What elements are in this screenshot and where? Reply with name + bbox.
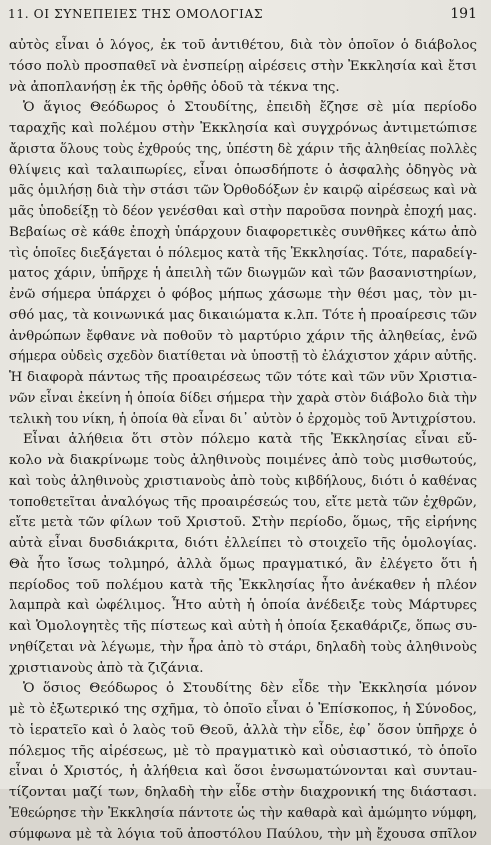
text-line: τὸ ἱερατεῖο καὶ ὁ λαὸς τοῦ Θεοῦ, ἀλλὰ τὴν εἶδε, ἐφ᾽ ὅσον ὑπῆρχε ὁ [9, 721, 477, 742]
text-line: ἄριστα ὅλους τοὺς ἐχθρούς της, ὑπέστη δὲ χάριν τῆς ἀληθείας πολλὲς [9, 140, 477, 161]
text-line: τελικὴ του νίκη, ἡ ὁποία θὰ εἶναι δι᾽ αὐτὸν ὁ ἐρχομὸς τοῦ Ἀντιχρίστου. [9, 410, 477, 431]
text-line: καὶ Ὁμολογητὲς τῆς πίστεως καὶ αὐτὴ ἡ ὁποία ξεκαθάριζε, ὅπως συ- [9, 617, 477, 638]
text-line: μὲ τὸ ἐξωτερικό της σχῆμα, τὸ ὁποῖο εἶναι ὁ Ἐπίσκοπος, ἡ Σύνοδος, [9, 700, 477, 721]
text-line: Ὁ ὅσιος Θεόδωρος ὁ Στουδίτης δὲν εἶδε τὴν Ἐκκλησία μόνον [9, 679, 477, 700]
text-line: σήμερα οὐδεὶς σχεδὸν διατίθεται νὰ ὑποστῇ τὸ ἐλάχιστον χάριν αὐτῆς. [9, 347, 477, 368]
text-line: τόσο πολὺ προσπαθεῖ νὰ ἐνσπείρῃ αἱρέσεις στὴν Ἐκκλησία καὶ ἔτσι [9, 57, 477, 78]
chapter-title: 11. ΟΙ ΣΥΝΕΠΕΙΕΣ ΤΗΣ ΟΜΟΛΟΓΙΑΣ [8, 7, 263, 21]
text-line: Ὁ ἅγιος Θεόδωρος ὁ Στουδίτης, ἐπειδὴ ἔζησε σὲ μία περίοδο [9, 98, 477, 119]
text-line: εἴτε μετὰ τῶν φίλων τοῦ Χριστοῦ. Στὴν περίοδο, ὅμως, τῆς εἰρήνης [9, 513, 477, 534]
text-line: καὶ τοὺς ἀληθινοὺς χριστιανοὺς ἀπὸ τοὺς κιβδήλους, διότι ὁ καθένας [9, 472, 477, 493]
text-line: Βεβαίως σὲ κάθε ἐποχὴ ὑπάρχουν διαφορετικὲς συνθῆκες κάτω ἀπὸ [9, 223, 477, 244]
text-line: τὶς ὁποῖες διεξάγεται ὁ πόλεμος κατὰ τῆς Ἐκκλησίας. Τότε, παραδείγ- [9, 244, 477, 265]
text-line: Θὰ ἦτο ἴσως τολμηρό, ἀλλὰ ὅμως πραγματικό, ἂν ἐλέγετο ὅτι ἡ [9, 555, 477, 576]
page-number: 191 [450, 6, 477, 22]
text-line: ἀνθρώπων ἔφθανε νὰ ποθοῦν τὸ μαρτύριο χάριν τῆς ἀληθείας, ἐνῶ [9, 327, 477, 348]
text-line: θλίψεις καὶ ταλαιπωρίες, εἶναι ὁπωσδήποτε ὁ ἀσφαλὴς ὁδηγὸς νὰ [9, 161, 477, 182]
text-line: περίοδος τοῦ πολέμου κατὰ τῆς Ἐκκλησίας ἦτο ἀνέκαθεν ἡ πλέον [9, 576, 477, 597]
text-line: ἐνῶ σήμερα ὑπάρχει ὁ φόβος μήπως χάσωμε τὴν θέσι μας, τὸν μι- [9, 285, 477, 306]
text-line: μᾶς ὑποδείξῃ τὸ δέον γενέσθαι καὶ στὴν παροῦσα πονηρὰ ἐποχή μας. [9, 202, 477, 223]
text-line: Ἡ διαφορὰ πάντως τῆς προαιρέσεως τῶν τότε καὶ τῶν νῦν Χριστια- [9, 368, 477, 389]
text-line: σθό μας, τὰ κοινωνικά μας δικαιώματα κ.λπ. Τότε ἡ προαίρεσις τῶν [9, 306, 477, 327]
text-line: ματος χάριν, ὑπῆρχε ἡ ἀπειλὴ τῶν διωγμῶν καὶ τῶν βασανιστηρίων, [9, 264, 477, 285]
text-line: λαμπρὰ καὶ ὠφέλιμος. Ἦτο αὐτὴ ἡ ὁποία ἀνέδειξε τοὺς Μάρτυρες [9, 596, 477, 617]
text-line: αὐτὰ εἶναι δυσδιάκριτα, διότι ἐλλείπει τὸ στοιχεῖο τῆς ὁμολογίας. [9, 534, 477, 555]
text-line: σύμφωνα μὲ τὰ λόγια τοῦ ἀποστόλου Παύλου, τὴν μὴ ἔχουσα σπῖλον [9, 825, 477, 845]
text-line: μᾶς ὁμιλήσῃ διὰ τὴν στάσι τῶν Ὀρθοδόξων ἐν καιρῷ αἱρέσεως καὶ νὰ [9, 181, 477, 202]
text-line: νηθίζεται νὰ λέγωμε, τὴν ἦρα ἀπὸ τὸ στάρι, δηλαδὴ τοὺς ἀληθινοὺς [9, 638, 477, 659]
running-head [8, 6, 477, 28]
text-line: τίζονται μαζί των, δηλαδὴ τὴν εἶδε στὴν διαχρονική της διάστασι. [9, 783, 477, 804]
text-line: νῶν εἶναι ἐκείνη ἡ ὁποία δίδει σήμερα τὴν χαρὰ στὸν διάβολο διὰ τὴν [9, 389, 477, 410]
body-text [9, 36, 477, 845]
text-line: τοποθετεῖται ἀναλόγως τῆς προαιρέσεώς του, εἴτε μετὰ τῶν ἐχθρῶν, [9, 493, 477, 514]
text-line: νὰ ἀποπλανήσῃ ἐκ τῆς ὀρθῆς ὁδοῦ τὰ τέκνα της. [9, 78, 477, 99]
text-line: πόλεμος τῆς αἱρέσεως, μὲ τὸ πραγματικὸ καὶ οὐσιαστικό, τὸ ὁποῖο [9, 742, 477, 763]
text-line: Ἐθεώρησε τὴν Ἐκκλησία πάντοτε ὡς τὴν καθαρὰ καὶ ἀμώμητο νύμφη, [9, 804, 477, 825]
text-line: εἶναι ὁ Χριστός, ἡ ἀλήθεια καὶ ὅσοι ἐνσωματώνονται καὶ συντau- [9, 762, 477, 783]
text-line: κολο νὰ διακρίνωμε τοὺς ἀληθινοὺς ποιμένες ἀπὸ τοὺς μισθωτούς, [9, 451, 477, 472]
text-line: ταραχῆς καὶ πολέμου στὴν Ἐκκλησία καὶ συγχρόνως ἀντιμετώπισε [9, 119, 477, 140]
text-line: Εἶναι ἀλήθεια ὅτι στὸν πόλεμο κατὰ τῆς Ἐκκλησίας εἶναι εὔ- [9, 430, 477, 451]
text-line: χριστιανοὺς ἀπὸ τὰ ζιζάνια. [9, 659, 477, 680]
text-line: αὐτὸς εἶναι ὁ λόγος, ἐκ τοῦ ἀντιθέτου, διὰ τὸν ὁποῖον ὁ διάβολος [9, 36, 477, 57]
